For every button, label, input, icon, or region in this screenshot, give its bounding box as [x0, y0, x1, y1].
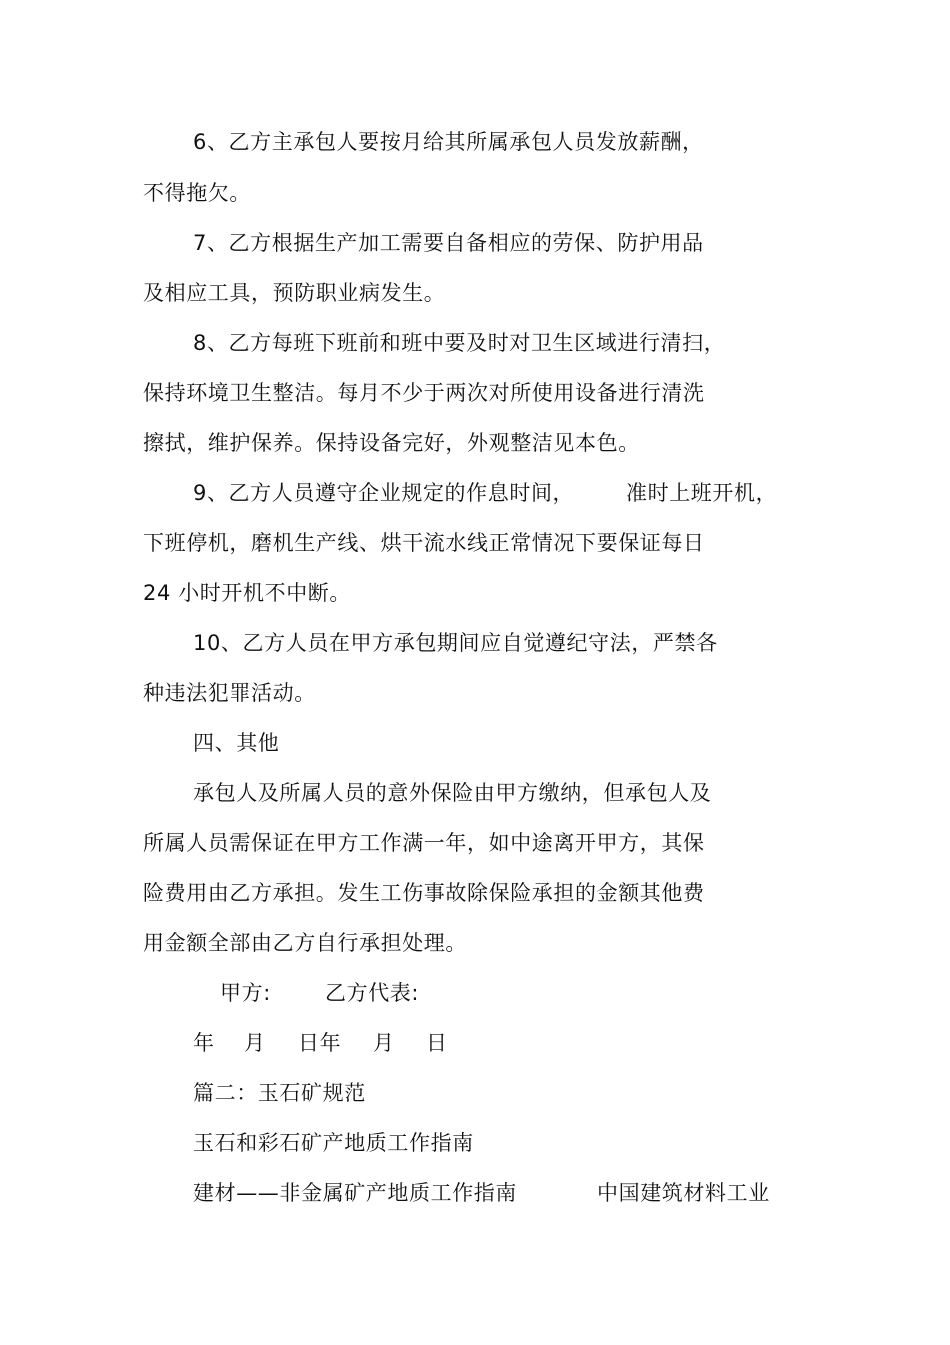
clause-9-line-1b: 准时上班开机，: [626, 481, 778, 505]
party-a-label: 甲方:: [220, 981, 271, 1005]
chapter-two-heading: 篇二：玉石矿规范: [193, 1081, 366, 1105]
guide-source-title: 建材——非金属矿产地质工作指南: [193, 1181, 517, 1205]
guide-publisher: 中国建筑材料工业: [597, 1181, 770, 1205]
clause-9-line-2: 下班停机，磨机生产线、烘干流水线正常情况下要保证每日: [143, 531, 705, 555]
clause-6-line-2: 不得拖欠。: [143, 181, 251, 205]
insurance-line-2: 所属人员需保证在甲方工作满一年，如中途离开甲方，其保: [143, 831, 705, 855]
clause-8-line-3: 擦拭，维护保养。保持设备完好，外观整洁见本色。: [143, 431, 640, 455]
guide-title: 玉石和彩石矿产地质工作指南: [193, 1131, 474, 1155]
clause-7-line-1: 7、乙方根据生产加工需要自备相应的劳保、防护用品: [193, 231, 704, 255]
section-heading-other: 四、其他: [193, 731, 280, 755]
date-day-b: 日: [426, 1031, 448, 1055]
clause-8-line-2: 保持环境卫生整洁。每月不少于两次对所使用设备进行清洗: [143, 381, 705, 405]
insurance-line-3: 险费用由乙方承担。发生工伤事故除保险承担的金额其他费: [143, 881, 705, 905]
party-b-representative-label: 乙方代表:: [325, 981, 420, 1005]
date-month-b: 月: [373, 1031, 395, 1055]
clause-8-line-1: 8、乙方每班下班前和班中要及时对卫生区域进行清扫，: [193, 331, 726, 355]
date-day-a-year-b: 日年: [298, 1031, 342, 1055]
clause-10-line-1: 10、乙方人员在甲方承包期间应自觉遵纪守法，严禁各: [193, 631, 718, 655]
insurance-line-1: 承包人及所属人员的意外保险由甲方缴纳，但承包人及: [193, 781, 712, 805]
date-month-a: 月: [244, 1031, 266, 1055]
date-year-a: 年: [193, 1031, 215, 1055]
clause-9-line-3: 24 小时开机不中断。: [143, 581, 351, 605]
clause-9-line-1a: 9、乙方人员遵守企业规定的作息时间，: [193, 481, 575, 505]
clause-6-line-1: 6、乙方主承包人要按月给其所属承包人员发放薪酬，: [193, 130, 704, 154]
clause-7-line-2: 及相应工具，预防职业病发生。: [143, 281, 446, 305]
insurance-line-4: 用金额全部由乙方自行承担处理。: [143, 931, 467, 955]
clause-10-line-2: 种违法犯罪活动。: [143, 681, 316, 705]
